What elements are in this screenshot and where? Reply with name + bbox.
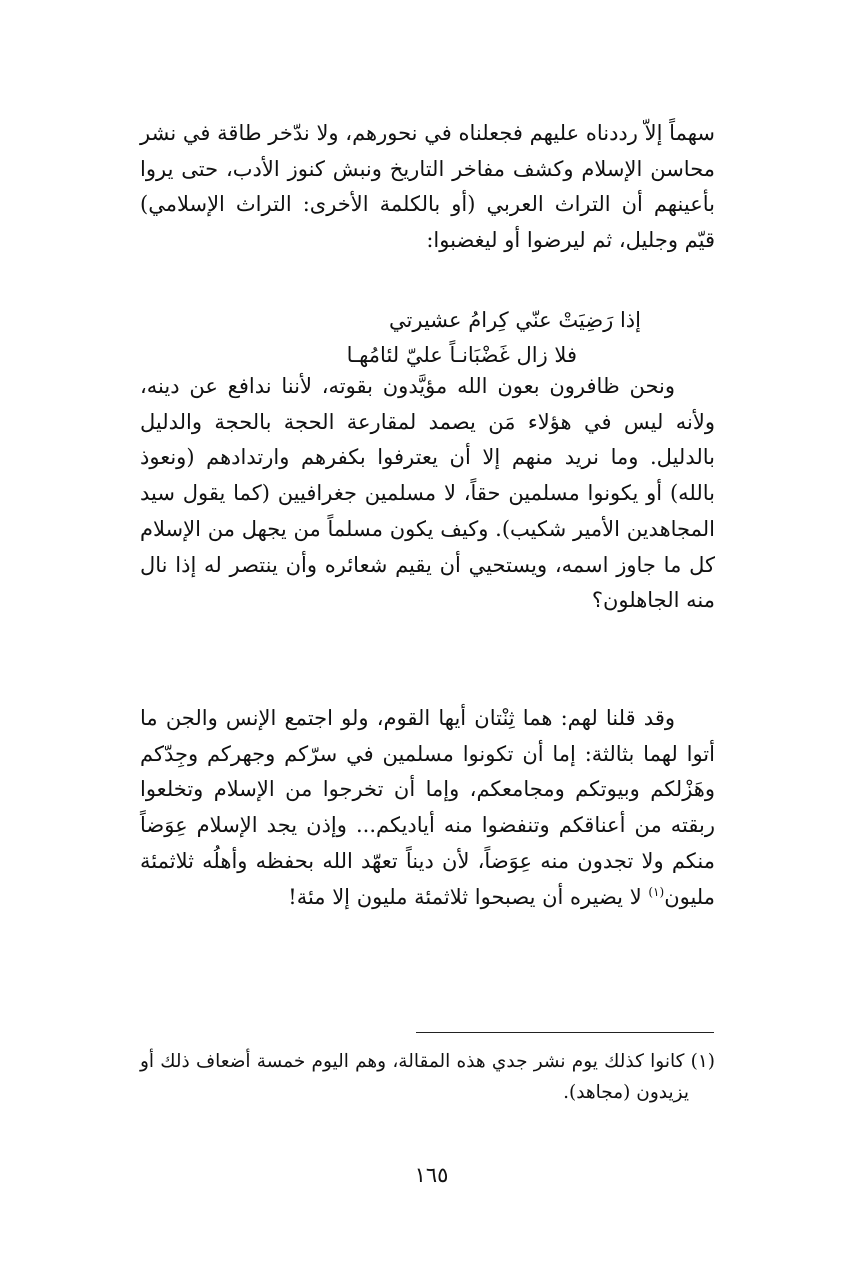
footnote: (١) كانوا كذلك يوم نشر جدي هذه المقالة، وهم اليوم خمسة أضعاف ذلك أو يزيدون (مجاهد). bbox=[140, 1051, 715, 1103]
paragraph-1: سهماً إلاّ رددناه عليهم فجعلناه في نحورهم، ولا ندّخر طاقة في نشر محاسن الإسلام وكشف مفاخر التاريخ ونبش كنوز الأدب، حتى يروا بأعينهم أن التراث العربي (أو بالكلمة الأخرى: التراث الإسلامي) قيّم وجليل، ثم ليرضوا أو ليغضبوا: bbox=[140, 121, 715, 253]
footnote-separator bbox=[416, 1032, 714, 1033]
paragraph-2: ونحن ظافرون بعون الله مؤيَّدون بقوته، لأننا ندافع عن دينه، ولأنه ليس في هؤلاء مَن يصمد لمقارعة الحجة بالحجة والدليل بالدليل. وما نريد منهم إلا أن يعترفوا بكفرهم وارتدادهم (ونعوذ بالله) أو يكونوا مسلمين حقاً، لا مسلمين جغرافيين (كما يقول سيد المجاهدين الأمير شكيب). وكيف يكون مسلماً من يجهل من الإسلام كل ما جاوز اسمه، ويستحيي أن يقيم شعائره وأن ينتصر له إذا نال منه الجاهلون؟ bbox=[140, 374, 715, 613]
poem-verse-1: إذا رَضِيَتْ عنّي كِرامُ عشيرتي bbox=[389, 308, 641, 332]
page-number: ١٦٥ bbox=[414, 1163, 449, 1187]
footnote-marker: (١) bbox=[648, 884, 665, 899]
poem-verse-2: فلا زال غَضْبَانـاً عليّ لئامُهـا bbox=[346, 343, 577, 367]
paragraph-3 bbox=[140, 701, 715, 915]
paragraph-3-text-before-note: وقد قلنا لهم: هما ثِنْتان أيها القوم، ولو اجتمع الإنس والجن ما أتوا لهما بثالثة: إما أن تكونوا مسلمين في سرّكم وجهركم وجِدّكم وهَزْلكم وبيوتكم ومجامعكم، وإما أن تخرجوا من الإسلام وتخلعوا ربقته من أعناقكم وتنفضوا منه أياديكم... وإذن يجد الإسلام عِوَضاً منكم ولا تجدون منه عِوَضاً، لأن ديناً تعهّد الله بحفظه وأهلُه ثلاثمئة مليون bbox=[140, 706, 715, 909]
paragraph-3-text-after-note: لا يضيره أن يصبحوا ثلاثمئة مليون إلا مئة! bbox=[288, 884, 649, 909]
